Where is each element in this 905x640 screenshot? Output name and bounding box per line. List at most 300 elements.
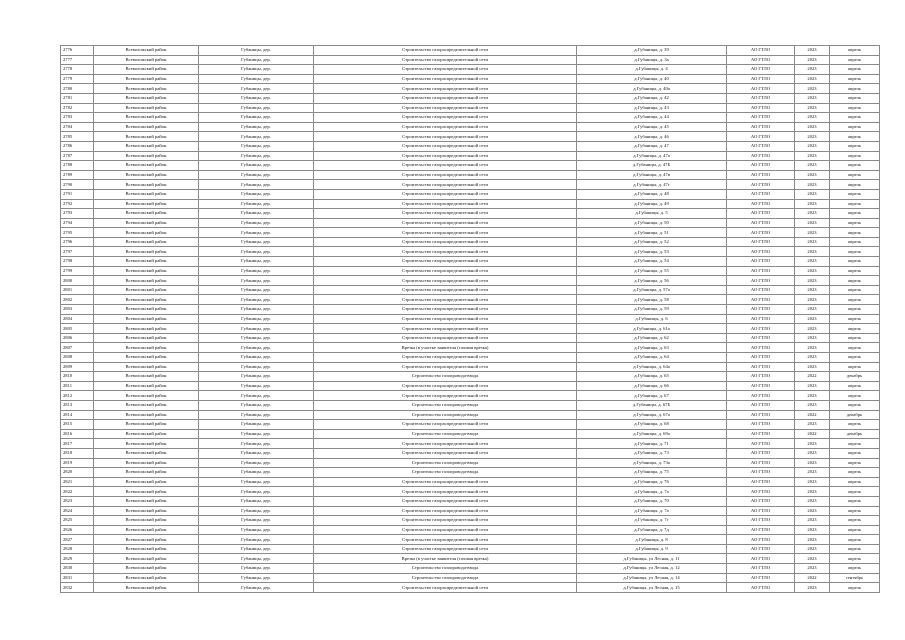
row-number-cell: 2777 bbox=[61, 55, 94, 65]
settlement-cell: Губаницы, дер. bbox=[199, 429, 314, 439]
address-cell: д.Губаницы, д. 58 bbox=[577, 295, 727, 305]
row-number-cell: 2776 bbox=[61, 46, 94, 56]
table-row bbox=[61, 257, 880, 267]
organization-cell: АО ГТЛО bbox=[727, 372, 795, 382]
settlement-cell: Губаницы, дер. bbox=[199, 458, 314, 468]
row-number-cell: 2784 bbox=[61, 122, 94, 132]
row-number-cell: 2795 bbox=[61, 228, 94, 238]
row-number-cell: 2810 bbox=[61, 372, 94, 382]
work-type-cell: Строительство газораспределительной сети bbox=[314, 141, 577, 151]
organization-cell: АО ГТЛО bbox=[727, 305, 795, 315]
year-cell: 2023 bbox=[795, 343, 830, 353]
district-cell: Всеволожский район bbox=[94, 257, 199, 267]
settlement-cell: Губаницы, дер. bbox=[199, 410, 314, 420]
row-number-cell: 2822 bbox=[61, 487, 94, 497]
table-row bbox=[61, 362, 880, 372]
table-row bbox=[61, 103, 880, 113]
organization-cell: АО ГТЛО bbox=[727, 420, 795, 430]
table-row bbox=[61, 180, 880, 190]
address-cell: д.Губаницы, д. 47Б bbox=[577, 161, 727, 171]
month-cell: сентябрь bbox=[830, 573, 880, 583]
row-number-cell: 2782 bbox=[61, 103, 94, 113]
month-cell: апрель bbox=[830, 141, 880, 151]
district-cell: Всеволожский район bbox=[94, 420, 199, 430]
year-cell: 2023 bbox=[795, 189, 830, 199]
table-row bbox=[61, 353, 880, 363]
row-number-cell: 2806 bbox=[61, 333, 94, 343]
row-number-cell: 2783 bbox=[61, 113, 94, 123]
work-type-cell: Строительство газопровода-ввода bbox=[314, 468, 577, 478]
settlement-cell: Губаницы, дер. bbox=[199, 170, 314, 180]
settlement-cell: Губаницы, дер. bbox=[199, 314, 314, 324]
year-cell: 2023 bbox=[795, 93, 830, 103]
month-cell: апрель bbox=[830, 237, 880, 247]
work-type-cell: Строительство газораспределительной сети bbox=[314, 295, 577, 305]
district-cell: Всеволожский район bbox=[94, 209, 199, 219]
month-cell: декабрь bbox=[830, 372, 880, 382]
organization-cell: АО ГТЛО bbox=[727, 573, 795, 583]
month-cell: апрель bbox=[830, 65, 880, 75]
organization-cell: АО ГТЛО bbox=[727, 55, 795, 65]
district-cell: Всеволожский район bbox=[94, 122, 199, 132]
row-number-cell: 2813 bbox=[61, 400, 94, 410]
work-type-cell: Строительство газораспределительной сети bbox=[314, 65, 577, 75]
settlement-cell: Губаницы, дер. bbox=[199, 544, 314, 554]
organization-cell: АО ГТЛО bbox=[727, 343, 795, 353]
organization-cell: АО ГТЛО bbox=[727, 170, 795, 180]
district-cell: Всеволожский район bbox=[94, 237, 199, 247]
row-number-cell: 2831 bbox=[61, 573, 94, 583]
row-number-cell: 2799 bbox=[61, 266, 94, 276]
row-number-cell: 2825 bbox=[61, 516, 94, 526]
address-cell: д.Губаницы, д. 42 bbox=[577, 93, 727, 103]
work-type-cell: Строительство газораспределительной сети bbox=[314, 247, 577, 257]
address-cell: д.Губаницы, д. 47 bbox=[577, 141, 727, 151]
row-number-cell: 2824 bbox=[61, 506, 94, 516]
work-type-cell: Строительство газораспределительной сети bbox=[314, 189, 577, 199]
district-cell: Всеволожский район bbox=[94, 381, 199, 391]
table-row bbox=[61, 583, 880, 593]
settlement-cell: Губаницы, дер. bbox=[199, 161, 314, 171]
settlement-cell: Губаницы, дер. bbox=[199, 132, 314, 142]
year-cell: 2023 bbox=[795, 324, 830, 334]
district-cell: Всеволожский район bbox=[94, 362, 199, 372]
month-cell: апрель bbox=[830, 247, 880, 257]
work-type-cell: Строительство газораспределительной сети bbox=[314, 353, 577, 363]
month-cell: апрель bbox=[830, 544, 880, 554]
year-cell: 2023 bbox=[795, 314, 830, 324]
table-row bbox=[61, 439, 880, 449]
year-cell: 2023 bbox=[795, 525, 830, 535]
address-cell: д.Губаницы, д. 44 bbox=[577, 113, 727, 123]
district-cell: Всеволожский район bbox=[94, 516, 199, 526]
settlement-cell: Губаницы, дер. bbox=[199, 583, 314, 593]
month-cell: апрель bbox=[830, 324, 880, 334]
work-type-cell: Строительство газопровода-ввода bbox=[314, 458, 577, 468]
district-cell: Всеволожский район bbox=[94, 544, 199, 554]
row-number-cell: 2820 bbox=[61, 468, 94, 478]
address-cell: д.Губаницы, д. 63 bbox=[577, 343, 727, 353]
address-cell: д.Губаницы, д. 73а bbox=[577, 458, 727, 468]
address-cell: д.Губаницы, д. 7а bbox=[577, 487, 727, 497]
year-cell: 2023 bbox=[795, 237, 830, 247]
organization-cell: АО ГТЛО bbox=[727, 103, 795, 113]
month-cell: апрель bbox=[830, 74, 880, 84]
row-number-cell: 2788 bbox=[61, 161, 94, 171]
work-type-cell: Строительство газораспределительной сети bbox=[314, 161, 577, 171]
address-cell: д.Губаницы, д. 8 bbox=[577, 535, 727, 545]
district-cell: Всеволожский район bbox=[94, 458, 199, 468]
work-type-cell: Строительство газопровода-ввода bbox=[314, 573, 577, 583]
year-cell: 2023 bbox=[795, 362, 830, 372]
year-cell: 2023 bbox=[795, 391, 830, 401]
work-type-cell: Строительство газораспределительной сети bbox=[314, 151, 577, 161]
table-row bbox=[61, 458, 880, 468]
row-number-cell: 2802 bbox=[61, 295, 94, 305]
year-cell: 2023 bbox=[795, 305, 830, 315]
settlement-cell: Губаницы, дер. bbox=[199, 122, 314, 132]
work-type-cell: Строительство газораспределительной сети bbox=[314, 237, 577, 247]
organization-cell: АО ГТЛО bbox=[727, 554, 795, 564]
district-cell: Всеволожский район bbox=[94, 410, 199, 420]
month-cell: декабрь bbox=[830, 429, 880, 439]
year-cell: 2023 bbox=[795, 228, 830, 238]
address-cell: д.Губаницы, д. 53 bbox=[577, 247, 727, 257]
district-cell: Всеволожский район bbox=[94, 285, 199, 295]
address-cell: д.Губаницы, ул Лесная, д. 14 bbox=[577, 573, 727, 583]
district-cell: Всеволожский район bbox=[94, 353, 199, 363]
settlement-cell: Губаницы, дер. bbox=[199, 285, 314, 295]
district-cell: Всеволожский район bbox=[94, 65, 199, 75]
year-cell: 2023 bbox=[795, 477, 830, 487]
address-cell: д.Губаницы, д. 71 bbox=[577, 439, 727, 449]
work-type-cell: Строительство газораспределительной сети bbox=[314, 544, 577, 554]
work-type-cell: Строительство газораспределительной сети bbox=[314, 170, 577, 180]
district-cell: Всеволожский район bbox=[94, 583, 199, 593]
address-cell: д.Губаницы, д. 5 bbox=[577, 209, 727, 219]
address-cell: д.Губаницы, д. 54 bbox=[577, 257, 727, 267]
organization-cell: АО ГТЛО bbox=[727, 228, 795, 238]
table-row bbox=[61, 247, 880, 257]
month-cell: апрель bbox=[830, 132, 880, 142]
month-cell: апрель bbox=[830, 228, 880, 238]
settlement-cell: Губаницы, дер. bbox=[199, 573, 314, 583]
month-cell: апрель bbox=[830, 583, 880, 593]
year-cell: 2023 bbox=[795, 583, 830, 593]
settlement-cell: Губаницы, дер. bbox=[199, 74, 314, 84]
settlement-cell: Губаницы, дер. bbox=[199, 218, 314, 228]
table-row bbox=[61, 420, 880, 430]
district-cell: Всеволожский район bbox=[94, 132, 199, 142]
settlement-cell: Губаницы, дер. bbox=[199, 189, 314, 199]
row-number-cell: 2790 bbox=[61, 180, 94, 190]
settlement-cell: Губаницы, дер. bbox=[199, 65, 314, 75]
table-row bbox=[61, 276, 880, 286]
organization-cell: АО ГТЛО bbox=[727, 189, 795, 199]
work-type-cell: Строительство газопровода-ввода bbox=[314, 372, 577, 382]
settlement-cell: Губаницы, дер. bbox=[199, 93, 314, 103]
year-cell: 2023 bbox=[795, 161, 830, 171]
year-cell: 2023 bbox=[795, 247, 830, 257]
table-row bbox=[61, 516, 880, 526]
organization-cell: АО ГТЛО bbox=[727, 477, 795, 487]
row-number-cell: 2818 bbox=[61, 448, 94, 458]
year-cell: 2023 bbox=[795, 516, 830, 526]
month-cell: апрель bbox=[830, 362, 880, 372]
address-cell: д.Губаницы, д. 69а bbox=[577, 429, 727, 439]
district-cell: Всеволожский район bbox=[94, 266, 199, 276]
address-cell: д.Губаницы, д. 40а bbox=[577, 84, 727, 94]
district-cell: Всеволожский район bbox=[94, 477, 199, 487]
address-cell: д.Губаницы, д. 4 bbox=[577, 65, 727, 75]
organization-cell: АО ГТЛО bbox=[727, 257, 795, 267]
settlement-cell: Губаницы, дер. bbox=[199, 468, 314, 478]
gas-works-table bbox=[60, 45, 880, 593]
year-cell: 2023 bbox=[795, 65, 830, 75]
table-row bbox=[61, 170, 880, 180]
organization-cell: АО ГТЛО bbox=[727, 295, 795, 305]
work-type-cell: Строительство газораспределительной сети bbox=[314, 103, 577, 113]
table-row bbox=[61, 285, 880, 295]
table-row bbox=[61, 113, 880, 123]
settlement-cell: Губаницы, дер. bbox=[199, 237, 314, 247]
settlement-cell: Губаницы, дер. bbox=[199, 391, 314, 401]
work-type-cell: Строительство газораспределительной сети bbox=[314, 525, 577, 535]
address-cell: д.Губаницы, д. 67Б bbox=[577, 400, 727, 410]
row-number-cell: 2797 bbox=[61, 247, 94, 257]
year-cell: 2023 bbox=[795, 353, 830, 363]
month-cell: апрель bbox=[830, 93, 880, 103]
month-cell: апрель bbox=[830, 353, 880, 363]
year-cell: 2022 bbox=[795, 573, 830, 583]
table-row bbox=[61, 55, 880, 65]
settlement-cell: Губаницы, дер. bbox=[199, 113, 314, 123]
table-row bbox=[61, 314, 880, 324]
organization-cell: АО ГТЛО bbox=[727, 266, 795, 276]
month-cell: апрель bbox=[830, 266, 880, 276]
month-cell: апрель bbox=[830, 314, 880, 324]
year-cell: 2023 bbox=[795, 554, 830, 564]
month-cell: апрель bbox=[830, 257, 880, 267]
organization-cell: АО ГТЛО bbox=[727, 496, 795, 506]
organization-cell: АО ГТЛО bbox=[727, 448, 795, 458]
work-type-cell: Строительство газораспределительной сети bbox=[314, 535, 577, 545]
address-cell: д.Губаницы, ул Лесная, д. 11 bbox=[577, 554, 727, 564]
year-cell: 2023 bbox=[795, 84, 830, 94]
work-type-cell: Строительство газораспределительной сети bbox=[314, 257, 577, 267]
table-row bbox=[61, 199, 880, 209]
settlement-cell: Губаницы, дер. bbox=[199, 257, 314, 267]
year-cell: 2023 bbox=[795, 506, 830, 516]
month-cell: апрель bbox=[830, 305, 880, 315]
table-row bbox=[61, 381, 880, 391]
year-cell: 2023 bbox=[795, 333, 830, 343]
district-cell: Всеволожский район bbox=[94, 93, 199, 103]
table-row bbox=[61, 65, 880, 75]
district-cell: Всеволожский район bbox=[94, 228, 199, 238]
table-row bbox=[61, 343, 880, 353]
organization-cell: АО ГТЛО bbox=[727, 218, 795, 228]
year-cell: 2023 bbox=[795, 564, 830, 574]
year-cell: 2022 bbox=[795, 372, 830, 382]
work-type-cell: Строительство газораспределительной сети bbox=[314, 381, 577, 391]
district-cell: Всеволожский район bbox=[94, 400, 199, 410]
month-cell: апрель bbox=[830, 458, 880, 468]
year-cell: 2023 bbox=[795, 74, 830, 84]
month-cell: апрель bbox=[830, 333, 880, 343]
year-cell: 2023 bbox=[795, 439, 830, 449]
table-row bbox=[61, 266, 880, 276]
organization-cell: АО ГТЛО bbox=[727, 180, 795, 190]
year-cell: 2023 bbox=[795, 103, 830, 113]
address-cell: д.Губаницы, д. 67а bbox=[577, 410, 727, 420]
work-type-cell: Строительство газораспределительной сети bbox=[314, 180, 577, 190]
year-cell: 2023 bbox=[795, 266, 830, 276]
table-row bbox=[61, 391, 880, 401]
year-cell: 2023 bbox=[795, 113, 830, 123]
table-row bbox=[61, 324, 880, 334]
settlement-cell: Губаницы, дер. bbox=[199, 439, 314, 449]
row-number-cell: 2794 bbox=[61, 218, 94, 228]
month-cell: апрель bbox=[830, 113, 880, 123]
work-type-cell: Строительство газораспределительной сети bbox=[314, 506, 577, 516]
year-cell: 2023 bbox=[795, 170, 830, 180]
settlement-cell: Губаницы, дер. bbox=[199, 496, 314, 506]
table-row bbox=[61, 189, 880, 199]
settlement-cell: Губаницы, дер. bbox=[199, 506, 314, 516]
year-cell: 2023 bbox=[795, 544, 830, 554]
work-type-cell: Строительство газораспределительной сети bbox=[314, 266, 577, 276]
organization-cell: АО ГТЛО bbox=[727, 46, 795, 56]
year-cell: 2023 bbox=[795, 55, 830, 65]
district-cell: Всеволожский район bbox=[94, 496, 199, 506]
year-cell: 2023 bbox=[795, 180, 830, 190]
organization-cell: АО ГТЛО bbox=[727, 544, 795, 554]
month-cell: апрель bbox=[830, 468, 880, 478]
organization-cell: АО ГТЛО bbox=[727, 487, 795, 497]
work-type-cell: Строительство газораспределительной сети bbox=[314, 74, 577, 84]
organization-cell: АО ГТЛО bbox=[727, 65, 795, 75]
work-type-cell: Строительство газораспределительной сети bbox=[314, 122, 577, 132]
settlement-cell: Губаницы, дер. bbox=[199, 84, 314, 94]
year-cell: 2023 bbox=[795, 199, 830, 209]
month-cell: апрель bbox=[830, 170, 880, 180]
work-type-cell: Строительство газораспределительной сети bbox=[314, 199, 577, 209]
table-row bbox=[61, 372, 880, 382]
district-cell: Всеволожский район bbox=[94, 103, 199, 113]
district-cell: Всеволожский район bbox=[94, 343, 199, 353]
organization-cell: АО ГТЛО bbox=[727, 151, 795, 161]
row-number-cell: 2785 bbox=[61, 132, 94, 142]
district-cell: Всеволожский район bbox=[94, 199, 199, 209]
table-row bbox=[61, 333, 880, 343]
district-cell: Всеволожский район bbox=[94, 333, 199, 343]
organization-cell: АО ГТЛО bbox=[727, 74, 795, 84]
document-sheet bbox=[60, 45, 864, 593]
settlement-cell: Губаницы, дер. bbox=[199, 333, 314, 343]
table-row bbox=[61, 93, 880, 103]
organization-cell: АО ГТЛО bbox=[727, 333, 795, 343]
settlement-cell: Губаницы, дер. bbox=[199, 535, 314, 545]
settlement-cell: Губаницы, дер. bbox=[199, 180, 314, 190]
table-row bbox=[61, 74, 880, 84]
organization-cell: АО ГТЛО bbox=[727, 324, 795, 334]
settlement-cell: Губаницы, дер. bbox=[199, 487, 314, 497]
table-row bbox=[61, 496, 880, 506]
year-cell: 2023 bbox=[795, 295, 830, 305]
row-number-cell: 2814 bbox=[61, 410, 94, 420]
settlement-cell: Губаницы, дер. bbox=[199, 381, 314, 391]
settlement-cell: Губаницы, дер. bbox=[199, 209, 314, 219]
row-number-cell: 2791 bbox=[61, 189, 94, 199]
organization-cell: АО ГТЛО bbox=[727, 535, 795, 545]
address-cell: д.Губаницы, д. 7г bbox=[577, 516, 727, 526]
district-cell: Всеволожский район bbox=[94, 305, 199, 315]
organization-cell: АО ГТЛО bbox=[727, 468, 795, 478]
district-cell: Всеволожский район bbox=[94, 74, 199, 84]
work-type-cell: Строительство газораспределительной сети bbox=[314, 496, 577, 506]
organization-cell: АО ГТЛО bbox=[727, 209, 795, 219]
month-cell: апрель bbox=[830, 420, 880, 430]
row-number-cell: 2809 bbox=[61, 362, 94, 372]
year-cell: 2023 bbox=[795, 141, 830, 151]
organization-cell: АО ГТЛО bbox=[727, 84, 795, 94]
work-type-cell: Строительство газораспределительной сети bbox=[314, 46, 577, 56]
table-row bbox=[61, 237, 880, 247]
row-number-cell: 2781 bbox=[61, 93, 94, 103]
district-cell: Всеволожский район bbox=[94, 468, 199, 478]
year-cell: 2023 bbox=[795, 285, 830, 295]
table-row bbox=[61, 468, 880, 478]
row-number-cell: 2808 bbox=[61, 353, 94, 363]
row-number-cell: 2829 bbox=[61, 554, 94, 564]
table-row bbox=[61, 573, 880, 583]
settlement-cell: Губаницы, дер. bbox=[199, 247, 314, 257]
year-cell: 2023 bbox=[795, 122, 830, 132]
table-row bbox=[61, 506, 880, 516]
month-cell: апрель bbox=[830, 564, 880, 574]
month-cell: апрель bbox=[830, 343, 880, 353]
row-number-cell: 2803 bbox=[61, 305, 94, 315]
work-type-cell: Строительство газораспределительной сети bbox=[314, 583, 577, 593]
month-cell: апрель bbox=[830, 391, 880, 401]
year-cell: 2023 bbox=[795, 257, 830, 267]
work-type-cell: Строительство газораспределительной сети bbox=[314, 324, 577, 334]
row-number-cell: 2805 bbox=[61, 324, 94, 334]
address-cell: д.Губаницы, д. 61а bbox=[577, 324, 727, 334]
year-cell: 2023 bbox=[795, 400, 830, 410]
row-number-cell: 2789 bbox=[61, 170, 94, 180]
address-cell: д.Губаницы, д. 47а bbox=[577, 151, 727, 161]
settlement-cell: Губаницы, дер. bbox=[199, 420, 314, 430]
work-type-cell: Строительство газораспределительной сети bbox=[314, 391, 577, 401]
month-cell: апрель bbox=[830, 103, 880, 113]
address-cell: д.Губаницы, д. 7д bbox=[577, 525, 727, 535]
organization-cell: АО ГТЛО bbox=[727, 285, 795, 295]
settlement-cell: Губаницы, дер. bbox=[199, 141, 314, 151]
table-row bbox=[61, 554, 880, 564]
table-row bbox=[61, 448, 880, 458]
row-number-cell: 2827 bbox=[61, 535, 94, 545]
year-cell: 2023 bbox=[795, 151, 830, 161]
settlement-cell: Губаницы, дер. bbox=[199, 400, 314, 410]
row-number-cell: 2792 bbox=[61, 199, 94, 209]
month-cell: апрель bbox=[830, 285, 880, 295]
address-cell: д.Губаницы, д. 7а bbox=[577, 506, 727, 516]
district-cell: Всеволожский район bbox=[94, 189, 199, 199]
row-number-cell: 2779 bbox=[61, 74, 94, 84]
table-row bbox=[61, 305, 880, 315]
